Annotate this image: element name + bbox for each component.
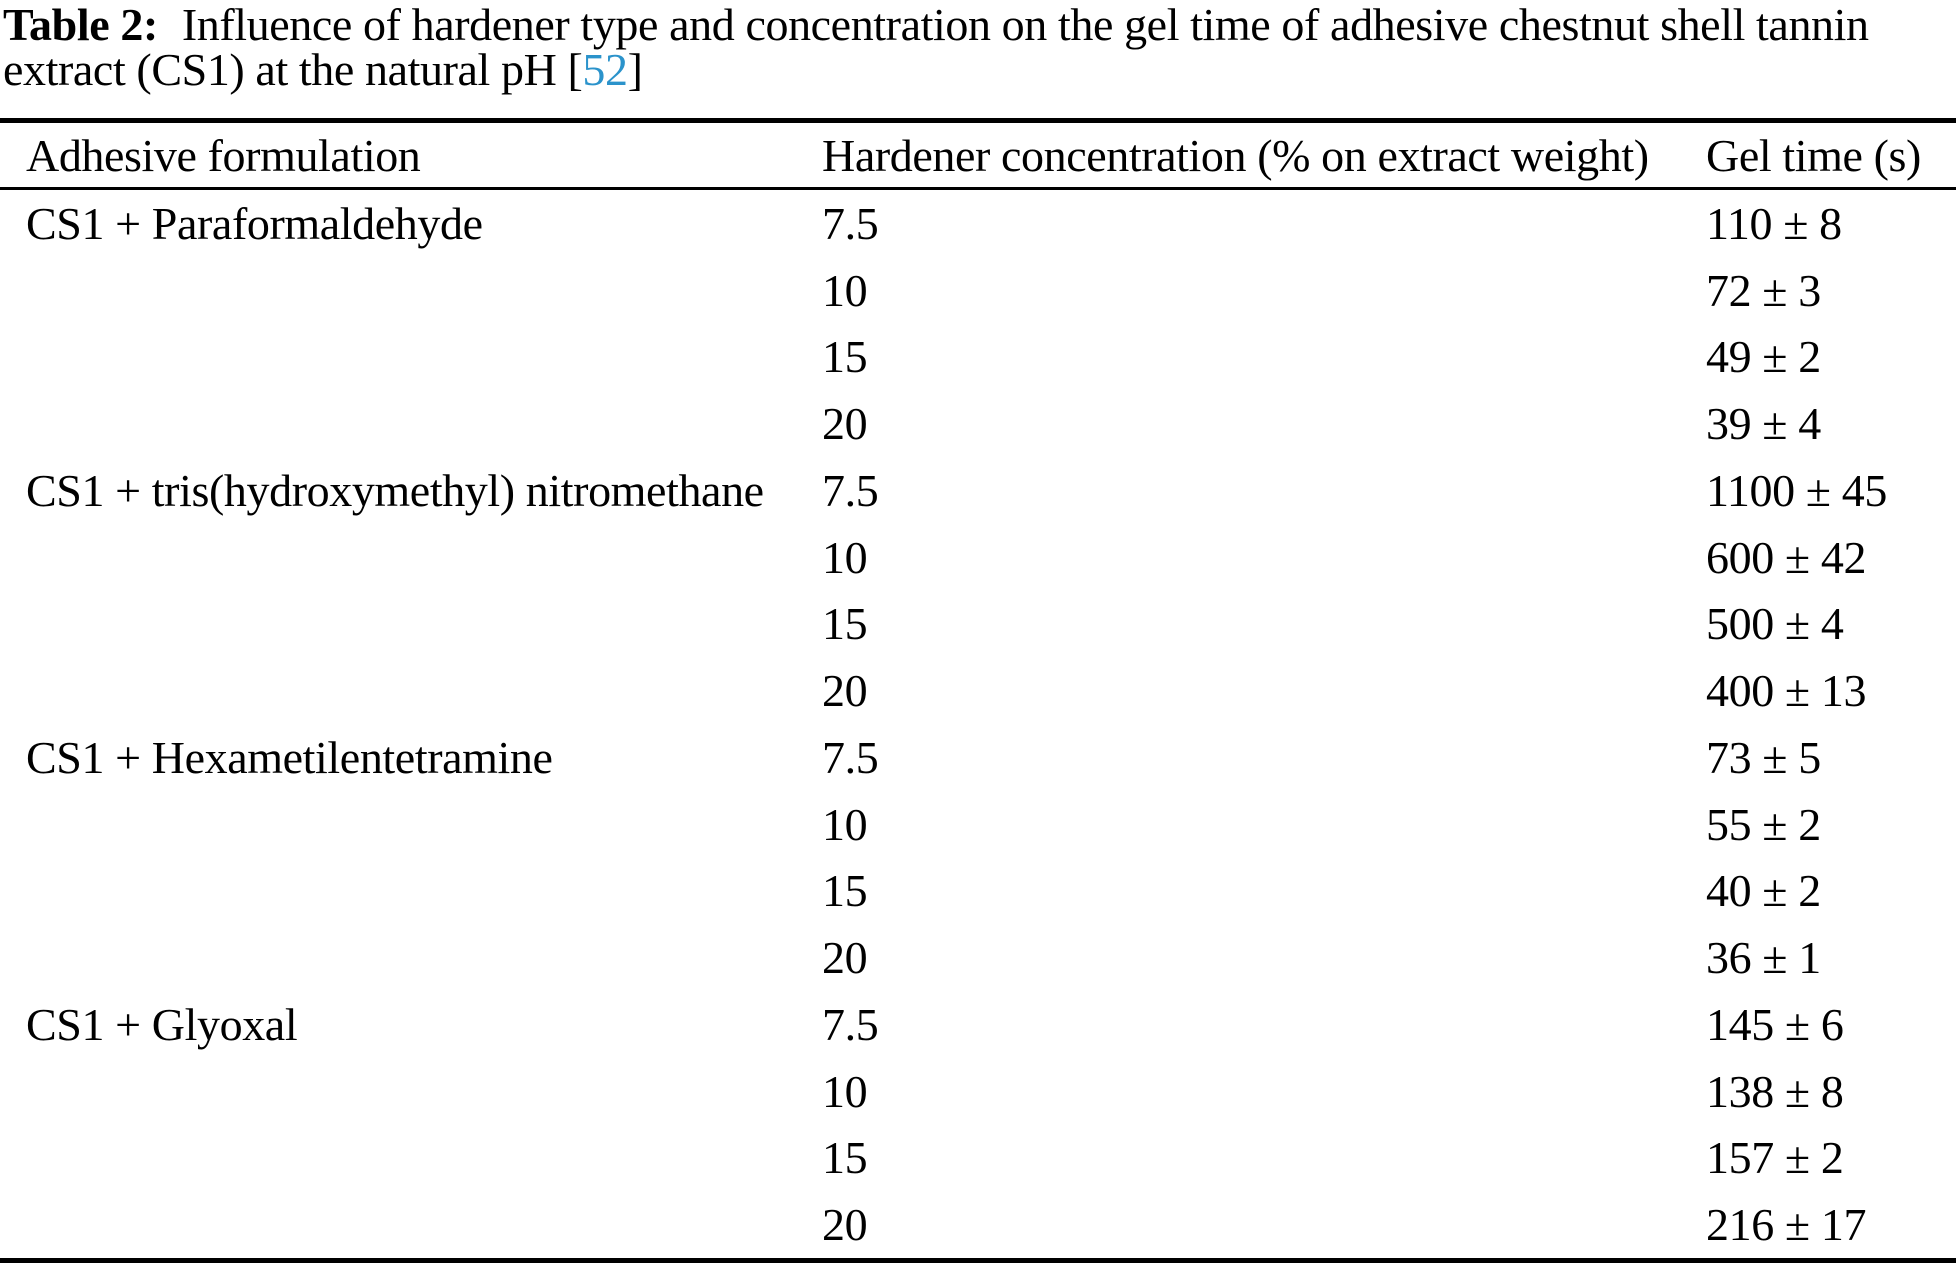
cell-formulation: CS1 + tris(hydroxymethyl) nitromethane <box>26 464 764 516</box>
cell-gel-time: 145 ± 6 <box>1706 998 1844 1050</box>
cell-gel-time: 40 ± 2 <box>1706 865 1821 917</box>
cell-concentration: 15 <box>822 1132 868 1184</box>
table-row <box>0 1058 1956 1125</box>
cell-gel-time: 72 ± 3 <box>1706 264 1821 316</box>
cell-formulation: CS1 + Hexametilentetramine <box>26 731 553 783</box>
cell-concentration: 15 <box>822 865 868 917</box>
cell-gel-time: 73 ± 5 <box>1706 731 1821 783</box>
cell-gel-time: 55 ± 2 <box>1706 798 1821 850</box>
table-row <box>0 257 1956 324</box>
table-row <box>0 390 1956 457</box>
citation-bracket-open: [ <box>567 44 583 95</box>
cell-gel-time: 138 ± 8 <box>1706 1065 1844 1117</box>
caption-label: Table 2: <box>3 0 158 50</box>
table-caption <box>0 0 1953 95</box>
table-row <box>0 190 1956 257</box>
cell-gel-time: 1100 ± 45 <box>1706 464 1887 516</box>
cell-gel-time: 400 ± 13 <box>1706 665 1867 717</box>
cell-concentration: 20 <box>822 1199 868 1251</box>
column-header-adhesive-formulation: Adhesive formulation <box>26 129 421 181</box>
cell-concentration: 20 <box>822 398 868 450</box>
cell-concentration: 15 <box>822 598 868 650</box>
cell-concentration: 20 <box>822 932 868 984</box>
table-row <box>0 657 1956 724</box>
table-row <box>0 324 1956 391</box>
table-row <box>0 524 1956 591</box>
citation-link[interactable]: 52 <box>582 44 628 95</box>
cell-gel-time: 39 ± 4 <box>1706 398 1821 450</box>
table-header-row <box>0 123 1956 190</box>
table-row <box>0 457 1956 524</box>
cell-gel-time: 157 ± 2 <box>1706 1132 1844 1184</box>
table-row <box>0 591 1956 658</box>
cell-gel-time: 600 ± 42 <box>1706 531 1867 583</box>
table-row <box>0 858 1956 925</box>
table-row <box>0 724 1956 791</box>
cell-concentration: 7.5 <box>822 464 879 516</box>
data-table <box>0 118 1956 1263</box>
cell-concentration: 7.5 <box>822 197 879 249</box>
citation-bracket-close: ] <box>627 44 643 95</box>
caption-text: Influence of hardener type and concentration on the gel time of adhesive chestnut shell tannin extract (CS1) at the natural pH <box>3 0 1869 95</box>
cell-formulation: CS1 + Glyoxal <box>26 998 298 1050</box>
table-row <box>0 1125 1956 1192</box>
cell-concentration: 10 <box>822 264 868 316</box>
column-header-gel-time: Gel time (s) <box>1706 129 1921 181</box>
table-row <box>0 1191 1956 1258</box>
cell-concentration: 15 <box>822 331 868 383</box>
cell-concentration: 10 <box>822 531 868 583</box>
cell-gel-time: 36 ± 1 <box>1706 932 1821 984</box>
column-header-hardener-concentration: Hardener concentration (% on extract weight) <box>822 129 1649 181</box>
cell-concentration: 10 <box>822 798 868 850</box>
citation <box>567 44 642 95</box>
table-row <box>0 924 1956 991</box>
table-row <box>0 991 1956 1058</box>
cell-formulation: CS1 + Paraformaldehyde <box>26 197 483 249</box>
cell-concentration: 10 <box>822 1065 868 1117</box>
cell-concentration: 7.5 <box>822 998 879 1050</box>
cell-gel-time: 216 ± 17 <box>1706 1199 1867 1251</box>
cell-gel-time: 500 ± 4 <box>1706 598 1844 650</box>
cell-concentration: 20 <box>822 665 868 717</box>
cell-concentration: 7.5 <box>822 731 879 783</box>
table-row <box>0 791 1956 858</box>
cell-gel-time: 110 ± 8 <box>1706 197 1842 249</box>
cell-gel-time: 49 ± 2 <box>1706 331 1821 383</box>
